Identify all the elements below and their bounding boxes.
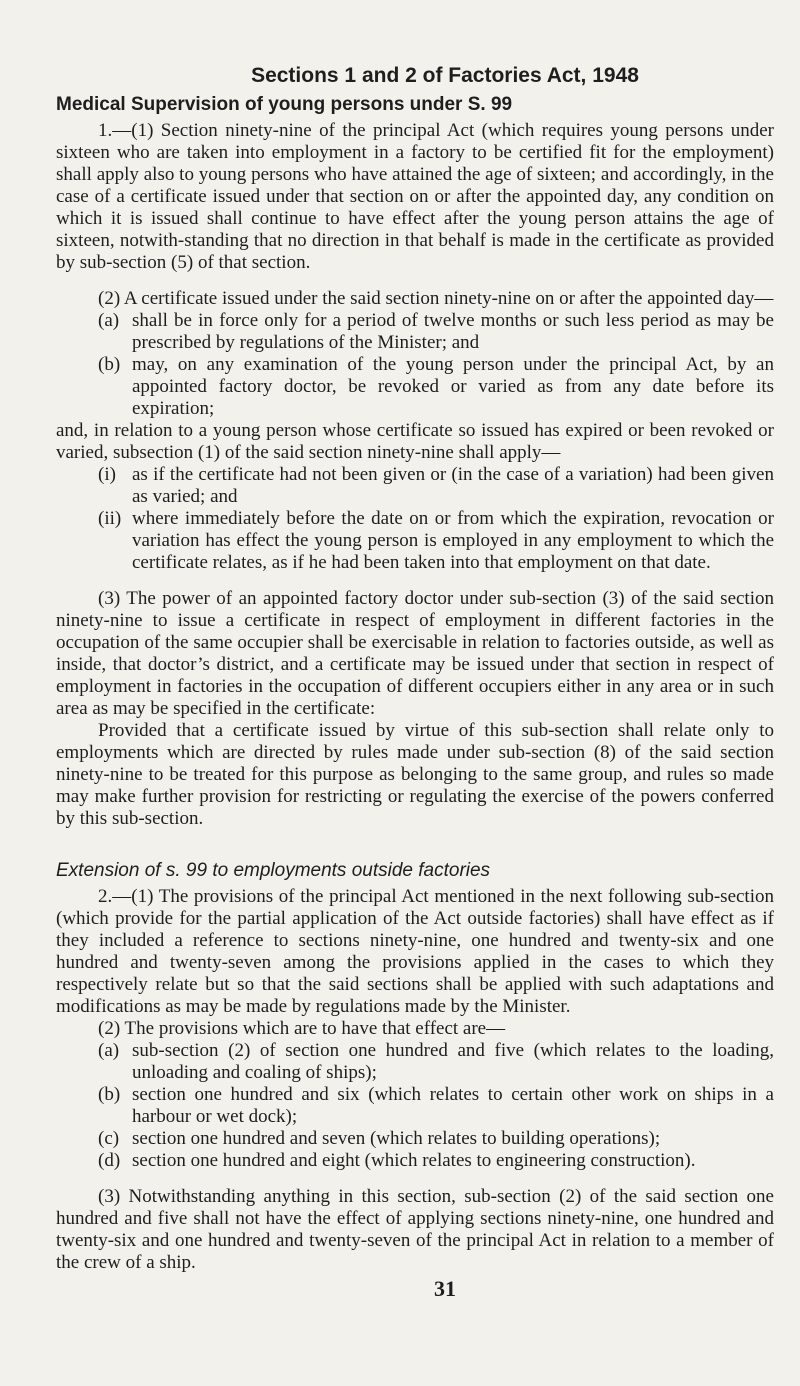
list-item (98, 354, 774, 420)
list-item-label: (b) (98, 1084, 121, 1105)
list-item-text: section one hundred and eight (which relates to engineering construction). (132, 1150, 696, 1171)
section-1-proviso: Provided that a certificate issued by virtue of this sub-section shall relate only to employments which are directed by rules made under sub-section (8) of the said section ninety-nine to be treated for this purpose as belonging to the same group, and rules so made may make further provision for restricting or regulating the exercise of the powers conferred by this sub-section. (56, 720, 774, 829)
list-item (98, 310, 774, 354)
list-item-label: (d) (98, 1150, 121, 1171)
list-item-text: section one hundred and seven (which relates to building operations); (132, 1128, 661, 1149)
list-item (98, 1128, 774, 1150)
list-item-text: as if the certificate had not been given or (in the case of a variation) had been given as varied; and (132, 464, 774, 507)
section-1-paragraph-3: (3) The power of an appointed factory doctor under sub-section (3) of the said section ninety-nine to issue a certificate in respect of employment in different factories in the occupation of the same occupier shall be exercisable in relation to factories outside, as well as inside, that doctor’s district, and a certificate may be issued under that section in respect of employment in factories in the occupation of different occupiers either in any area or in such area as may be specified in the certificate: (56, 588, 774, 719)
page-number: 31 (434, 1276, 456, 1301)
list-item-label: (a) (98, 310, 120, 331)
list-item-label: (c) (98, 1128, 120, 1149)
list-item (98, 1040, 774, 1084)
list-item-text: where immediately before the date on or from which the expiration, revocation or variation has effect the young person is employed in any employment to which the certificate relates, as if he had been taken into that employment on that date. (132, 508, 774, 573)
list-item (98, 508, 774, 574)
section-1-paragraph-2: (2) A certificate issued under the said section ninety-nine on or after the appointed day— (98, 288, 774, 309)
list-item (98, 1084, 774, 1128)
section-2-paragraph-1: 2.—(1) The provisions of the principal Act mentioned in the next following sub-section (which provide for the partial application of the Act outside factories) shall have effect as if they included a reference to sections ninety-nine, one hundred and twenty-six and one hundred and twenty-seven among the provisions applied in the cases to which they respectively relate but so that the said sections shall be applied with such adaptations and modifications as may be made by regulations made by the Minister. (56, 886, 774, 1017)
page-title: Sections 1 and 2 of Factories Act, 1948 (251, 64, 639, 87)
section-2-heading: Extension of s. 99 to employments outside factories (56, 860, 491, 881)
list-item-label: (a) (98, 1040, 120, 1061)
section-2-paragraph-2: (2) The provisions which are to have that effect are— (98, 1018, 506, 1039)
section-1-paragraph-1: 1.—(1) Section ninety-nine of the principal Act (which requires young persons under sixteen who are taken into employment in a factory to be certified fit for the employment) shall apply also to young persons who have attained the age of sixteen; and accordingly, in the case of a certificate issued under that section on or after the appointed day, any condition on which it is issued shall continue to have effect after the young person attains the age of sixteen, notwith-standing that no direction in that behalf is made in the certificate as provided by sub-section (5) of that section. (56, 120, 774, 273)
list-item (98, 464, 774, 508)
section-2-paragraph-3: (3) Notwithstanding anything in this section, sub-section (2) of the said section one hundred and five shall not have the effect of applying sections ninety-nine, one hundred and twenty-six and one hundred and twenty-seven of the principal Act in relation to a member of the crew of a ship. (56, 1186, 774, 1273)
section-1-heading: Medical Supervision of young persons under S. 99 (56, 94, 513, 115)
list-item-text: sub-section (2) of section one hundred and five (which relates to the loading, unloading and coaling of ships); (132, 1040, 774, 1083)
list-item-label: (ii) (98, 508, 122, 529)
list-item-label: (b) (98, 354, 121, 375)
list-item (98, 1150, 774, 1172)
list-item-text: may, on any examination of the young person under the principal Act, by an appointed factory doctor, be revoked or varied as from any date before its expiration; (132, 354, 774, 419)
section-1-paragraph-2-continued: and, in relation to a young person whose certificate so issued has expired or been revoked or varied, subsection (1) of the said section ninety-nine shall apply— (56, 420, 774, 463)
list-item-text: shall be in force only for a period of twelve months or such less period as may be prescribed by regulations of the Minister; and (132, 310, 774, 353)
list-item-label: (i) (98, 464, 116, 485)
list-item-text: section one hundred and six (which relates to certain other work on ships in a harbour or wet dock); (132, 1084, 774, 1127)
